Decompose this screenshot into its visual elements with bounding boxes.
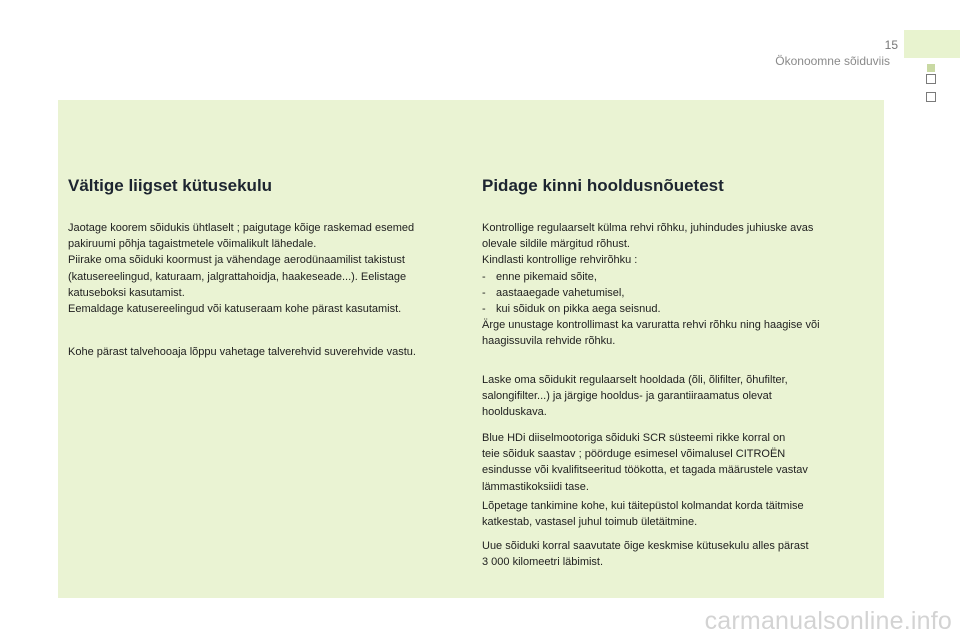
left-paragraph-1 xyxy=(68,220,414,317)
chapter-marker xyxy=(926,92,936,102)
text-line: Piirake oma sõiduki koormust ja vähendage aerodünaamilist takistust xyxy=(68,254,405,267)
text-line: esindusse või kvalifitseeritud töökotta, et tagada määrustele vastav xyxy=(482,464,808,477)
list-item: - kui sõiduk on pikka aega seisnud. xyxy=(482,303,661,316)
text-line: teie sõiduk saastav ; pöörduge esimesel võimalusel CITROËN xyxy=(482,448,786,461)
text-line: katuseboksi kasutamist. xyxy=(68,286,185,299)
text-line: Kontrollige regulaarselt külma rehvi rõhku, juhindudes juhiuske avas xyxy=(482,222,814,234)
right-heading: Pidage kinni hooldusnõuetest xyxy=(482,176,724,195)
text-line: Eemaldage katusereelingud või katuseraam kohe pärast kasutamist. xyxy=(68,303,402,316)
right-paragraph-3 xyxy=(482,430,808,495)
chapter-tab xyxy=(904,30,960,58)
text-line: olevale sildile märgitud rõhust. xyxy=(482,238,630,251)
text-line: Kindlasti kontrollige rehvirõhku : xyxy=(482,254,638,267)
text-line: salongifilter...) ja järgige hooldus- ja garantiiraamatus olevat xyxy=(482,390,772,403)
text-line: pakiruumi põhja tagaistmetele võimalikult lähedale. xyxy=(68,238,317,251)
right-paragraph-1 xyxy=(482,220,820,350)
chapter-marker-active xyxy=(927,64,935,72)
right-paragraph-4 xyxy=(482,498,804,530)
text-line: Blue HDi diiselmootoriga sõiduki SCR süsteemi rikke korral on xyxy=(482,432,786,444)
right-paragraph-5 xyxy=(482,538,809,570)
page-number: 15 xyxy=(884,38,898,52)
text-line: hoolduskava. xyxy=(482,406,547,419)
text-line: Laske oma sõidukit regulaarselt hooldada (õli, õlifilter, õhufilter, xyxy=(482,374,788,386)
text-line: Jaotage koorem sõidukis ühtlaselt ; paigutage kõige raskemad esemed xyxy=(68,222,415,234)
text-line: Kohe pärast talvehooaja lõppu vahetage talverehvid suverehvide vastu. xyxy=(68,346,416,358)
text-line: Lõpetage tankimine kohe, kui täitepüstol kolmandat korda täitmise xyxy=(482,500,804,512)
chapter-marker xyxy=(926,74,936,84)
list-item: - aastaaegade vahetumisel, xyxy=(482,286,625,299)
list-item: - enne pikemaid sõite, xyxy=(482,270,597,283)
text-line: 3 000 kilomeetri läbimist. xyxy=(482,556,604,569)
left-heading: Vältige liigset kütusekulu xyxy=(68,176,273,195)
text-line: Ärge unustage kontrollimast ka varuratta rehvi rõhku ning haagise või xyxy=(482,319,820,332)
watermark: carmanualsonline.info xyxy=(704,607,952,635)
text-line: lämmastikoksiidi tase. xyxy=(482,480,589,493)
content-panel xyxy=(58,100,884,598)
text-line: katkestab, vastasel juhul toimub ületäitmine. xyxy=(482,516,698,529)
left-paragraph-2 xyxy=(68,344,416,360)
right-paragraph-2 xyxy=(482,372,788,421)
text-line: (katusereelingud, katuraam, jalgrattahoidja, haakeseade...). Eelistage xyxy=(68,270,407,283)
text-line: Uue sõiduki korral saavutate õige keskmise kütusekulu alles pärast xyxy=(482,540,809,552)
section-title: Ökonoomne sõiduviis xyxy=(775,54,890,68)
text-line: haagissuvila rehvide rõhku. xyxy=(482,335,616,348)
